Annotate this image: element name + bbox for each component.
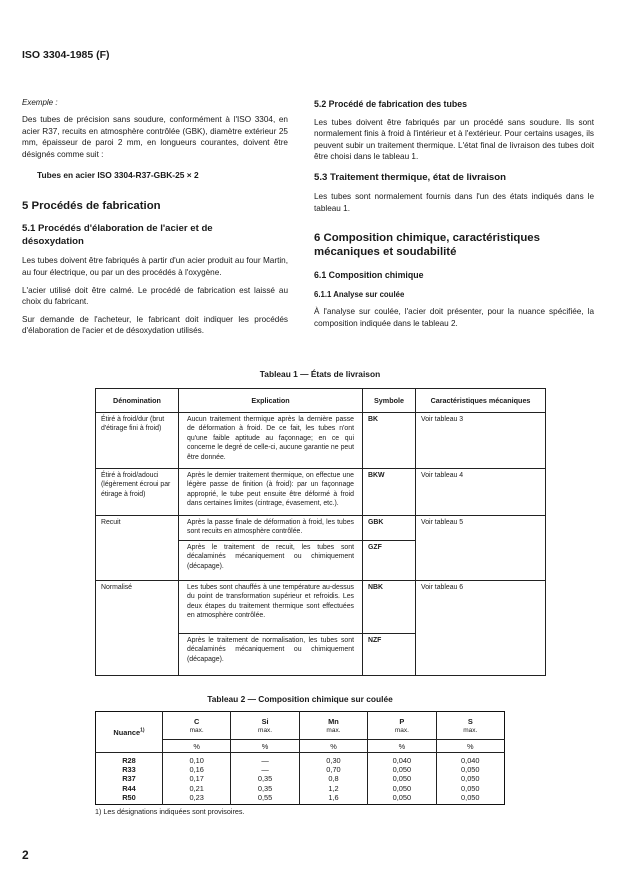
section-5-3-heading: 5.3 Traitement thermique, état de livraison bbox=[314, 171, 506, 183]
value-cell: 0,050 bbox=[436, 784, 504, 793]
section-5-1-paragraph-2: L'acier utilisé doit être calmé. Le procédé de fabrication est laissé au choix du fabricant. bbox=[22, 285, 288, 307]
max-label: max. bbox=[189, 726, 204, 734]
section-5-2-paragraph: Les tubes doivent être fabriqués par un procédé sans soudure. Ils sont normalement finis à froid à l'intérieur et à l'extérieur. Pour certains usages, ils peuvent subir un traitement thermique. L'état final de livraison des tubes doit être choisi dans le tableau 1. bbox=[314, 117, 594, 162]
value-cell: 0,16 bbox=[163, 765, 231, 774]
footnote-ref: 1) bbox=[140, 727, 145, 734]
table-1-caption: Tableau 1 — États de livraison bbox=[259, 369, 381, 379]
column-header-symbole: Symbole bbox=[363, 389, 416, 413]
value-cell: 0,050 bbox=[368, 765, 436, 774]
value-cell: 0,040 bbox=[368, 753, 436, 766]
section-6-1-1-heading: 6.1.1 Analyse sur coulée bbox=[314, 290, 405, 300]
denomination-cell: Étiré à froid/dur (brut d'étirage fini à froid) bbox=[96, 413, 179, 469]
max-label: max. bbox=[394, 726, 409, 734]
value-cell: 0,050 bbox=[436, 774, 504, 783]
table-2-chemical-composition bbox=[95, 711, 505, 805]
table-row bbox=[96, 784, 505, 793]
column-header-explication: Explication bbox=[179, 389, 363, 413]
value-cell: 0,050 bbox=[368, 784, 436, 793]
element-header bbox=[231, 712, 299, 740]
section-5-1-paragraph-3: Sur demande de l'acheteur, le fabricant doit indiquer les procédés d'élaboration de l'acier et de désoxydation utilisés. bbox=[22, 314, 288, 336]
mechanical-cell: Voir tableau 5 bbox=[416, 516, 546, 581]
tables-area bbox=[95, 369, 545, 817]
explication-cell: Après le traitement de recuit, les tubes sont décalaminés mécaniquement ou chimiquement (décapage). bbox=[179, 541, 363, 581]
nuance-label: Nuance bbox=[113, 727, 141, 737]
value-cell: 0,55 bbox=[231, 793, 299, 805]
example-text: Des tubes de précision sans soudure, conformément à l'ISO 3304, en acier R37, recuits en atmosphère contrôlée (GBK), diamètre extérieur 25 mm, épaisseur de paroi 2 mm, en longueurs courantes, doivent être désignés comme suit : bbox=[22, 115, 288, 159]
example-label: Exemple : bbox=[22, 98, 58, 107]
left-column bbox=[22, 98, 288, 337]
value-cell: 0,70 bbox=[299, 765, 367, 774]
value-cell: 0,050 bbox=[436, 793, 504, 805]
nuance-cell: R44 bbox=[122, 783, 136, 793]
value-cell: — bbox=[231, 753, 299, 766]
page-number: 2 bbox=[22, 848, 29, 862]
designation-example: Tubes en acier ISO 3304-R37-GBK-25 × 2 bbox=[37, 170, 199, 181]
table-2-footnote: 1) Les désignations indiquées sont provisoires. bbox=[95, 807, 245, 817]
explication-cell: Les tubes sont chauffés à une température au-dessus du point de transformation supérieur et refroidis. Les deux étapes du traitement thermique sont effectuées en atmosphère contrôlée. bbox=[179, 581, 363, 634]
value-cell: 0,21 bbox=[163, 784, 231, 793]
section-6-heading: 6 Composition chimique, caractéristiques mécaniques et soudabilité bbox=[314, 231, 540, 258]
document-header: ISO 3304-1985 (F) bbox=[22, 49, 110, 61]
section-5-2-heading: 5.2 Procédé de fabrication des tubes bbox=[314, 99, 468, 109]
symbol-cell: NBK bbox=[363, 581, 416, 634]
mechanical-cell: Voir tableau 4 bbox=[416, 469, 546, 516]
explication-cell: Après le traitement de normalisation, les tubes sont décalaminés mécaniquement ou chimiquement (décapage). bbox=[179, 634, 363, 676]
value-cell: 0,050 bbox=[436, 765, 504, 774]
nuance-header bbox=[96, 712, 163, 753]
symbol-cell: NZF bbox=[363, 634, 416, 676]
symbol-cell: BK bbox=[363, 413, 416, 469]
mechanical-cell: Voir tableau 6 bbox=[416, 581, 546, 676]
element-header bbox=[163, 712, 231, 740]
section-6-1-1-paragraph: À l'analyse sur coulée, l'acier doit présenter, pour la nuance spécifiée, la composition indiquée dans le tableau 2. bbox=[314, 307, 594, 328]
unit-cell: % bbox=[163, 740, 231, 753]
section-5-1-paragraph-1: Les tubes doivent être fabriqués à partir d'un acier produit au four Martin, au four électrique, ou par un des procédés à l'oxygène. bbox=[22, 256, 288, 277]
unit-cell: % bbox=[368, 740, 436, 753]
value-cell: 0,8 bbox=[299, 774, 367, 783]
nuance-cell: R37 bbox=[122, 774, 136, 784]
table-row bbox=[96, 774, 505, 783]
unit-cell: % bbox=[299, 740, 367, 753]
nuance-cell: R50 bbox=[122, 792, 136, 802]
element-header bbox=[299, 712, 367, 740]
element-header bbox=[436, 712, 504, 740]
element-symbol: Mn bbox=[328, 716, 339, 726]
table-row bbox=[96, 765, 505, 774]
column-header-mechanical: Caractéristiques mécaniques bbox=[416, 389, 546, 413]
value-cell: 0,23 bbox=[163, 793, 231, 805]
value-cell: 0,30 bbox=[299, 753, 367, 766]
table-row bbox=[96, 516, 546, 541]
value-cell: 0,35 bbox=[231, 774, 299, 783]
max-label: max. bbox=[463, 726, 478, 734]
max-label: max. bbox=[326, 726, 341, 734]
element-symbol: P bbox=[399, 716, 405, 726]
section-6-1-heading: 6.1 Composition chimique bbox=[314, 269, 424, 280]
value-cell: 0,040 bbox=[436, 753, 504, 766]
section-5-heading: 5 Procédés de fabrication bbox=[22, 200, 161, 213]
section-5-1-heading: 5.1 Procédés d'élaboration de l'acier et de désoxydation bbox=[22, 223, 213, 247]
value-cell: 0,050 bbox=[368, 793, 436, 805]
value-cell: 0,35 bbox=[231, 784, 299, 793]
table-row bbox=[96, 581, 546, 634]
symbol-cell: GZF bbox=[363, 541, 416, 581]
explication-cell: Aucun traitement thermique après la dernière passe de déformation à froid. De ce fait, les tubes n'ont qu'une faible aptitude au façonnage; en ce qui concerne le degré de celle-ci, aucune garantie ne peut être donnée. bbox=[179, 413, 363, 469]
value-cell: 1,6 bbox=[299, 793, 367, 805]
element-header bbox=[368, 712, 436, 740]
symbol-cell: GBK bbox=[363, 516, 416, 541]
table-2-caption: Tableau 2 — Composition chimique sur coulée bbox=[207, 694, 393, 704]
value-cell: 0,050 bbox=[368, 774, 436, 783]
nuance-cell: R28 bbox=[122, 756, 136, 765]
value-cell: 0,17 bbox=[163, 774, 231, 783]
nuance-cell: R33 bbox=[122, 765, 136, 775]
table-row bbox=[96, 793, 505, 805]
value-cell: — bbox=[231, 765, 299, 774]
section-5-3-paragraph: Les tubes sont normalement fournis dans l'un des états indiqués dans le tableau 1. bbox=[314, 192, 594, 213]
column-header-denomination: Dénomination bbox=[96, 389, 179, 413]
element-symbol: S bbox=[467, 716, 473, 726]
denomination-cell: Recuit bbox=[96, 516, 179, 581]
right-column bbox=[314, 98, 594, 329]
table-1-delivery-conditions bbox=[95, 388, 546, 676]
element-symbol: C bbox=[194, 716, 200, 726]
value-cell: 0,10 bbox=[163, 753, 231, 766]
denomination-cell: Normalisé bbox=[96, 581, 179, 676]
denomination-cell: Étiré à froid/adouci (légèrement écroui par étirage à froid) bbox=[96, 469, 179, 516]
element-symbol: Si bbox=[261, 716, 269, 726]
table-row bbox=[96, 413, 546, 469]
table-2-body bbox=[96, 753, 505, 805]
table-row bbox=[96, 469, 546, 516]
unit-cell: % bbox=[436, 740, 504, 753]
explication-cell: Après la passe finale de déformation à froid, les tubes sont recuits en atmosphère contrôlée. bbox=[179, 516, 363, 541]
mechanical-cell: Voir tableau 3 bbox=[416, 413, 546, 469]
value-cell: 1,2 bbox=[299, 784, 367, 793]
table-row bbox=[96, 753, 505, 766]
explication-cell: Après le dernier traitement thermique, on effectue une légère passe de finition (à froid): par un façonnage approprié, le tube peut ensuite être déformé à froid dans certaines limites (cintrage, évasement, etc.). bbox=[179, 469, 363, 516]
max-label: max. bbox=[258, 726, 273, 734]
unit-cell: % bbox=[231, 740, 299, 753]
symbol-cell: BKW bbox=[363, 469, 416, 516]
